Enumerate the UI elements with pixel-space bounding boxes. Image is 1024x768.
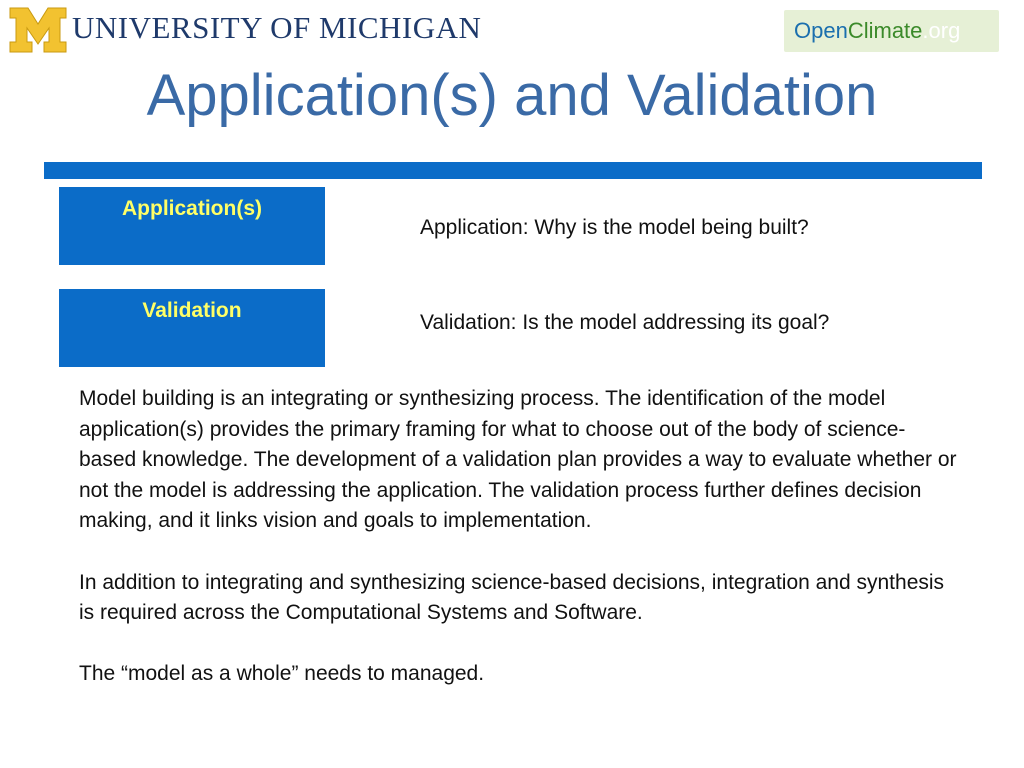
paragraph-integration: In addition to integrating and synthesizing science-based decisions, integration and synthesis is required across the Computational Systems and Software. [79, 570, 945, 625]
application-box-label: Application(s) [122, 197, 262, 220]
university-logo [8, 6, 482, 56]
paragraph-model-whole: The “model as a whole” needs to managed. [79, 662, 485, 686]
university-logo-text: UNIVERSITY OF MICHIGAN [72, 10, 482, 45]
logo-open-text: Open [794, 18, 848, 43]
openclimate-logo [784, 10, 999, 52]
validation-box [59, 289, 325, 367]
application-description: Application: Why is the model being built? [420, 216, 809, 239]
validation-description: Validation: Is the model addressing its goal? [420, 311, 830, 334]
title-divider [44, 162, 982, 179]
logo-org-text: .org [922, 18, 961, 43]
validation-box-label: Validation [142, 299, 242, 322]
logo-climate-text: Climate [847, 18, 923, 43]
application-box [59, 187, 325, 265]
slide-title: Application(s) and Validation [146, 63, 878, 128]
body-text [79, 384, 959, 690]
paragraph-model-building: Model building is an integrating or synthesizing process. The identification of the model application(s) provides the primary framing for what to choose out of the body of science-based knowledge. The development of a validation plan provides a way to evaluate whether or not the model is addressing the application. The validation process further defines decision making, and it links vision and goals to implementation. [79, 387, 957, 533]
block-m-icon [8, 6, 68, 54]
